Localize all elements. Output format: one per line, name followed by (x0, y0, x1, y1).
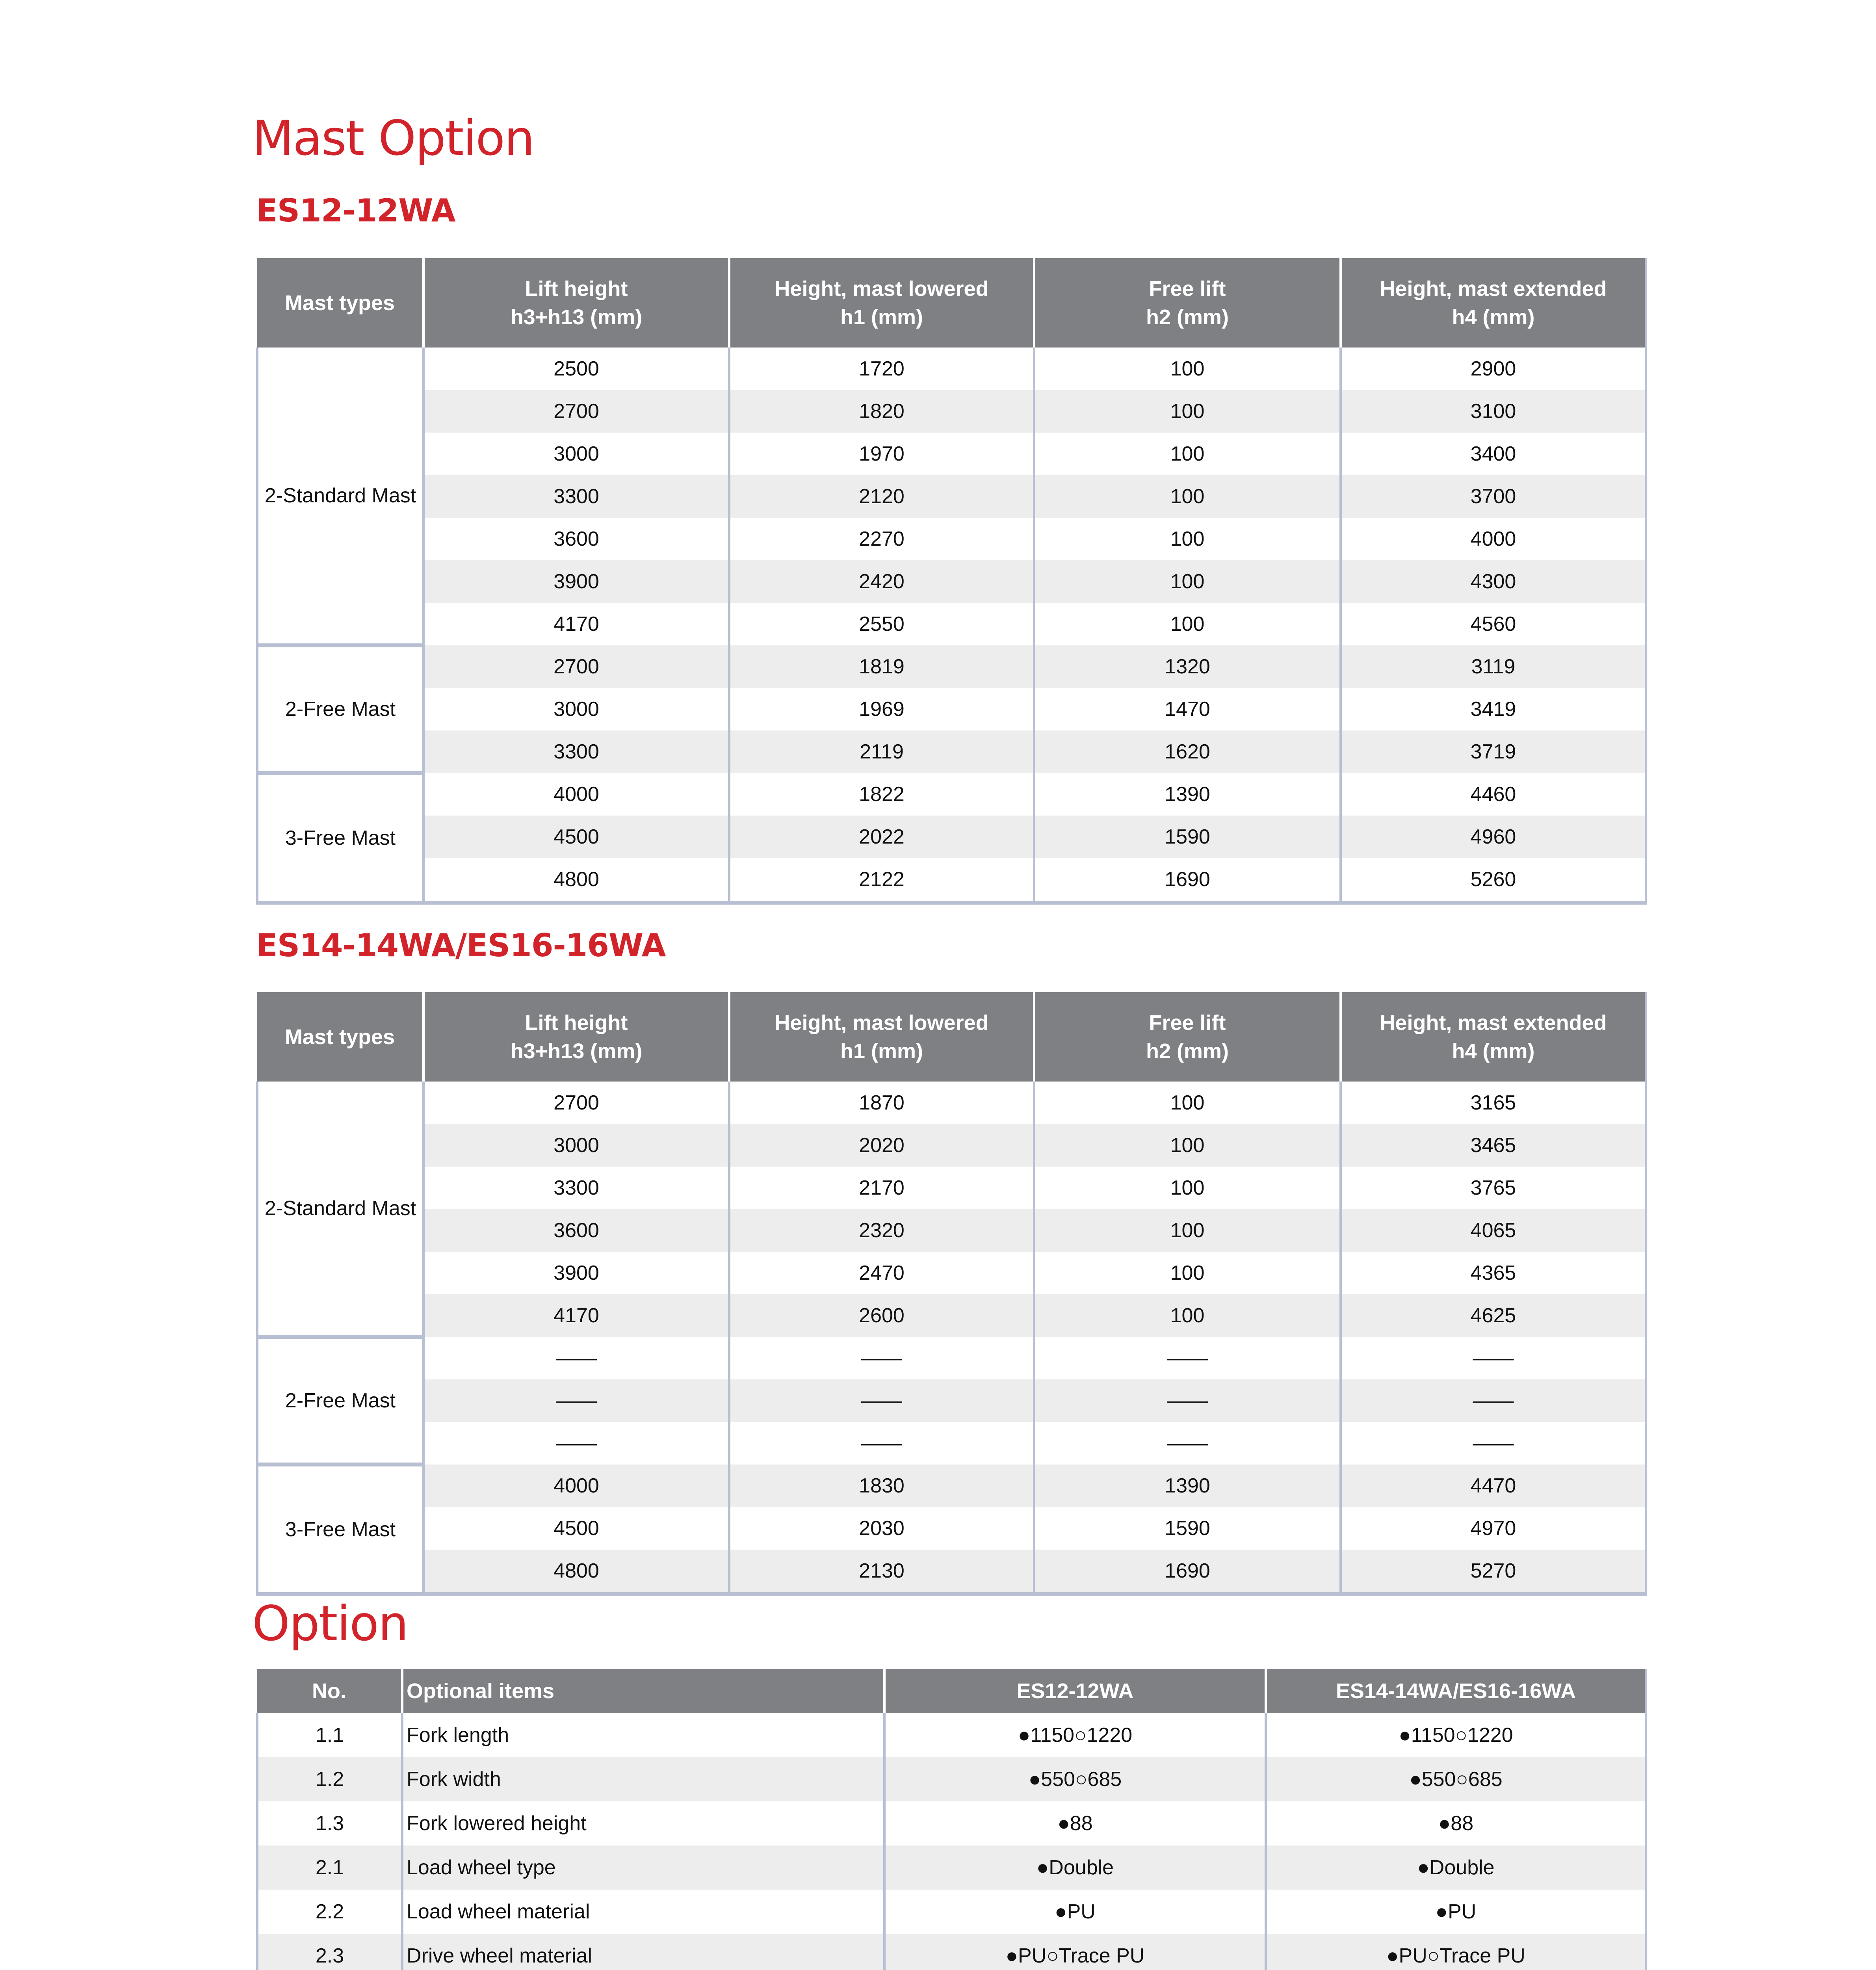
table-cell: 2600 (729, 1294, 1034, 1337)
table-cell: 3100 (1341, 390, 1646, 433)
option-es12-value: ●88 (884, 1801, 1266, 1845)
column-header-unit: h1 (mm) (840, 1039, 923, 1063)
table-cell: 2130 (729, 1550, 1034, 1594)
table-cell: 1870 (729, 1082, 1034, 1124)
table-row (257, 773, 1646, 816)
table-cell: 100 (1034, 560, 1341, 603)
option-es14-es16-value: ●PU○Trace PU (1266, 1934, 1646, 1970)
table-cell: 2119 (729, 730, 1034, 773)
column-header (729, 992, 1034, 1082)
table-cell: 100 (1034, 518, 1341, 560)
column-header-label: Height, mast lowered (775, 1011, 989, 1035)
table-cell: 1822 (729, 773, 1034, 816)
table-row (257, 348, 1646, 390)
table-cell: 1390 (1034, 773, 1341, 816)
column-header (1034, 258, 1341, 348)
table-cell: 4960 (1341, 816, 1646, 858)
table-cell: 1820 (729, 390, 1034, 433)
table-cell: 3465 (1341, 1124, 1646, 1167)
table-cell: 2270 (729, 518, 1034, 560)
table-cell: —— (1341, 1337, 1646, 1379)
table-cell: 5270 (1341, 1550, 1646, 1594)
option-es14-es16-value: ●Double (1266, 1845, 1646, 1890)
table-cell: 4800 (423, 1550, 729, 1594)
option-es14-es16-value: ●88 (1266, 1801, 1646, 1845)
table-cell: 100 (1034, 475, 1341, 518)
option-row (257, 1890, 1646, 1934)
column-header-unit: h4 (mm) (1452, 305, 1535, 329)
table-row (257, 1550, 1646, 1594)
table-cell: 3900 (423, 560, 729, 603)
table-row (257, 730, 1646, 773)
column-header-unit: h2 (mm) (1146, 305, 1229, 329)
mast-table-header (257, 258, 1646, 348)
mast-type-cell: 2-Standard Mast (257, 1082, 423, 1337)
table-cell: 4300 (1341, 560, 1646, 603)
table-cell: 4560 (1341, 603, 1646, 645)
table-cell: 1970 (729, 433, 1034, 475)
table-cell: 4170 (423, 1294, 729, 1337)
table-cell: 1720 (729, 348, 1034, 390)
table-cell: 3900 (423, 1252, 729, 1294)
column-header (729, 258, 1034, 348)
column-header (423, 992, 729, 1082)
option-number: 2.2 (257, 1890, 402, 1934)
column-header-label: Height, mast lowered (775, 277, 989, 301)
header-optional-items: Optional items (402, 1669, 884, 1713)
table-row (257, 1209, 1646, 1252)
header-es12: ES12-12WA (884, 1669, 1266, 1713)
mast-type-cell: 3-Free Mast (257, 773, 423, 903)
page-title: Mast Option (252, 110, 534, 166)
table-cell: 4460 (1341, 773, 1646, 816)
table-cell: 3600 (423, 1209, 729, 1252)
option-item: Fork width (402, 1757, 884, 1801)
option-es14-es16-value: ●PU (1266, 1890, 1646, 1934)
table-row (257, 1422, 1646, 1464)
table-cell: 4800 (423, 858, 729, 903)
table-cell: 4170 (423, 603, 729, 645)
column-header-unit: h4 (mm) (1452, 1039, 1535, 1063)
table-row (257, 475, 1646, 518)
table-cell: 100 (1034, 1294, 1341, 1337)
table-cell: —— (423, 1422, 729, 1464)
table-cell: 2420 (729, 560, 1034, 603)
option-item: Fork length (402, 1713, 884, 1757)
table-cell: 4065 (1341, 1209, 1646, 1252)
table-cell: 1470 (1034, 688, 1341, 730)
option-es12-value: ●550○685 (884, 1757, 1266, 1801)
table-cell: 100 (1034, 603, 1341, 645)
table-cell: 2170 (729, 1167, 1034, 1209)
column-header-label: Height, mast extended (1380, 277, 1607, 301)
table-cell: 2120 (729, 475, 1034, 518)
table-cell: 3165 (1341, 1082, 1646, 1124)
table-cell: 2320 (729, 1209, 1034, 1252)
column-header (1341, 992, 1646, 1082)
table-cell: 3300 (423, 1167, 729, 1209)
table-row (257, 688, 1646, 730)
table-row (257, 1294, 1646, 1337)
table-cell: 1590 (1034, 816, 1341, 858)
table-cell: 3000 (423, 688, 729, 730)
option-number: 2.3 (257, 1934, 402, 1970)
column-header-label: Free lift (1149, 277, 1226, 301)
option-row (257, 1801, 1646, 1845)
table-cell: —— (1341, 1379, 1646, 1422)
table-row (257, 560, 1646, 603)
column-header-label: Lift height (525, 277, 628, 301)
table-cell: —— (1034, 1422, 1341, 1464)
column-header-label: Mast types (284, 291, 395, 315)
mast-type-cell: 2-Standard Mast (257, 348, 423, 645)
table-cell: 4470 (1341, 1464, 1646, 1507)
table-cell: 1830 (729, 1464, 1034, 1507)
column-header-unit: h3+h13 (mm) (510, 1039, 643, 1063)
table-cell: 4625 (1341, 1294, 1646, 1337)
table-cell: 2550 (729, 603, 1034, 645)
table-cell: 100 (1034, 348, 1341, 390)
table-cell: 3000 (423, 1124, 729, 1167)
table-cell: 2700 (423, 645, 729, 688)
mast-type-cell: 3-Free Mast (257, 1464, 423, 1594)
table-cell: 1390 (1034, 1464, 1341, 1507)
table-cell: 4000 (1341, 518, 1646, 560)
table-cell: 100 (1034, 1082, 1341, 1124)
table-cell: —— (729, 1379, 1034, 1422)
table-row (257, 858, 1646, 903)
option-number: 1.1 (257, 1713, 402, 1757)
table-cell: 2030 (729, 1507, 1034, 1550)
table-cell: 2020 (729, 1124, 1034, 1167)
table-cell: 2700 (423, 1082, 729, 1124)
table-row (257, 603, 1646, 645)
table-cell: 5260 (1341, 858, 1646, 903)
option-es12-value: ●PU○Trace PU (884, 1934, 1266, 1970)
table-cell: 100 (1034, 1209, 1341, 1252)
mast-type-cell: 2-Free Mast (257, 1337, 423, 1464)
column-header (257, 992, 423, 1082)
table-row (257, 1082, 1646, 1124)
column-header (423, 258, 729, 348)
option-item: Drive wheel material (402, 1934, 884, 1970)
column-header (1034, 992, 1341, 1082)
mast-type-cell: 2-Free Mast (257, 645, 423, 773)
table-cell: 2700 (423, 390, 729, 433)
column-header-label: Free lift (1149, 1011, 1226, 1035)
option-item: Fork lowered height (402, 1801, 884, 1845)
table-row (257, 1124, 1646, 1167)
table-cell: 3600 (423, 518, 729, 560)
table-cell: 1590 (1034, 1507, 1341, 1550)
option-es12-value: ●Double (884, 1845, 1266, 1890)
table-cell: 4500 (423, 816, 729, 858)
table-cell: 4000 (423, 773, 729, 816)
option-title: Option (252, 1596, 408, 1652)
table-cell: —— (1341, 1422, 1646, 1464)
table-row (257, 816, 1646, 858)
table-cell: 3300 (423, 730, 729, 773)
table-cell: 3119 (1341, 645, 1646, 688)
table-row (257, 1507, 1646, 1550)
option-item: Load wheel type (402, 1845, 884, 1890)
mast-table-header (257, 992, 1646, 1082)
table-cell: 3765 (1341, 1167, 1646, 1209)
table-cell: 1690 (1034, 858, 1341, 903)
column-header (1341, 258, 1646, 348)
table-row (257, 1379, 1646, 1422)
table-cell: 1620 (1034, 730, 1341, 773)
table-cell: 2122 (729, 858, 1034, 903)
table-cell: 1819 (729, 645, 1034, 688)
option-table-header (257, 1669, 1646, 1713)
table-cell: 1969 (729, 688, 1034, 730)
table-cell: 100 (1034, 1167, 1341, 1209)
table-cell: 2900 (1341, 348, 1646, 390)
header-es14-es16: ES14-14WA/ES16-16WA (1266, 1669, 1646, 1713)
option-number: 1.2 (257, 1757, 402, 1801)
table-cell: 3700 (1341, 475, 1646, 518)
option-item: Load wheel material (402, 1890, 884, 1934)
table-row (257, 518, 1646, 560)
table-cell: 2500 (423, 348, 729, 390)
table-row (257, 1464, 1646, 1507)
option-number: 2.1 (257, 1845, 402, 1890)
table-cell: 1690 (1034, 1550, 1341, 1594)
table-row (257, 1252, 1646, 1294)
table-cell: 100 (1034, 1124, 1341, 1167)
table-cell: —— (729, 1337, 1034, 1379)
table-cell: 3419 (1341, 688, 1646, 730)
table-row (257, 1337, 1646, 1379)
section-title-es14-es16: ES14-14WA/ES16-16WA (256, 927, 666, 964)
table-cell: 3400 (1341, 433, 1646, 475)
table-cell: 4970 (1341, 1507, 1646, 1550)
table-row (257, 390, 1646, 433)
table-cell: —— (729, 1422, 1034, 1464)
table-cell: 3719 (1341, 730, 1646, 773)
table-row (257, 1167, 1646, 1209)
option-es12-value: ●PU (884, 1890, 1266, 1934)
option-row (257, 1845, 1646, 1890)
table-cell: 100 (1034, 1252, 1341, 1294)
table-cell: 2470 (729, 1252, 1034, 1294)
table-cell: 2022 (729, 816, 1034, 858)
table-cell: 4500 (423, 1507, 729, 1550)
table-row (257, 433, 1646, 475)
option-es14-es16-value: ●1150○1220 (1266, 1713, 1646, 1757)
column-header-unit: h3+h13 (mm) (510, 305, 643, 329)
option-row (257, 1713, 1646, 1757)
mast-table-es12 (256, 258, 1647, 905)
table-row (257, 645, 1646, 688)
table-cell: 1320 (1034, 645, 1341, 688)
section-title-es12: ES12-12WA (256, 192, 455, 229)
option-row (257, 1757, 1646, 1801)
option-number: 1.3 (257, 1801, 402, 1845)
column-header-unit: h1 (mm) (840, 305, 923, 329)
column-header (257, 258, 423, 348)
table-cell: —— (423, 1337, 729, 1379)
column-header-unit: h2 (mm) (1146, 1039, 1229, 1063)
header-no: No. (257, 1669, 402, 1713)
table-cell: 100 (1034, 433, 1341, 475)
column-header-label: Mast types (284, 1025, 395, 1049)
option-es12-value: ●1150○1220 (884, 1713, 1266, 1757)
column-header-label: Height, mast extended (1380, 1011, 1607, 1035)
table-cell: 3000 (423, 433, 729, 475)
option-es14-es16-value: ●550○685 (1266, 1757, 1646, 1801)
option-table (256, 1669, 1647, 1970)
option-row (257, 1934, 1646, 1970)
table-cell: —— (423, 1379, 729, 1422)
table-cell: —— (1034, 1337, 1341, 1379)
table-cell: 100 (1034, 390, 1341, 433)
table-cell: 3300 (423, 475, 729, 518)
column-header-label: Lift height (525, 1011, 628, 1035)
table-cell: —— (1034, 1379, 1341, 1422)
mast-table-es14-es16 (256, 992, 1647, 1596)
table-cell: 4365 (1341, 1252, 1646, 1294)
table-cell: 4000 (423, 1464, 729, 1507)
